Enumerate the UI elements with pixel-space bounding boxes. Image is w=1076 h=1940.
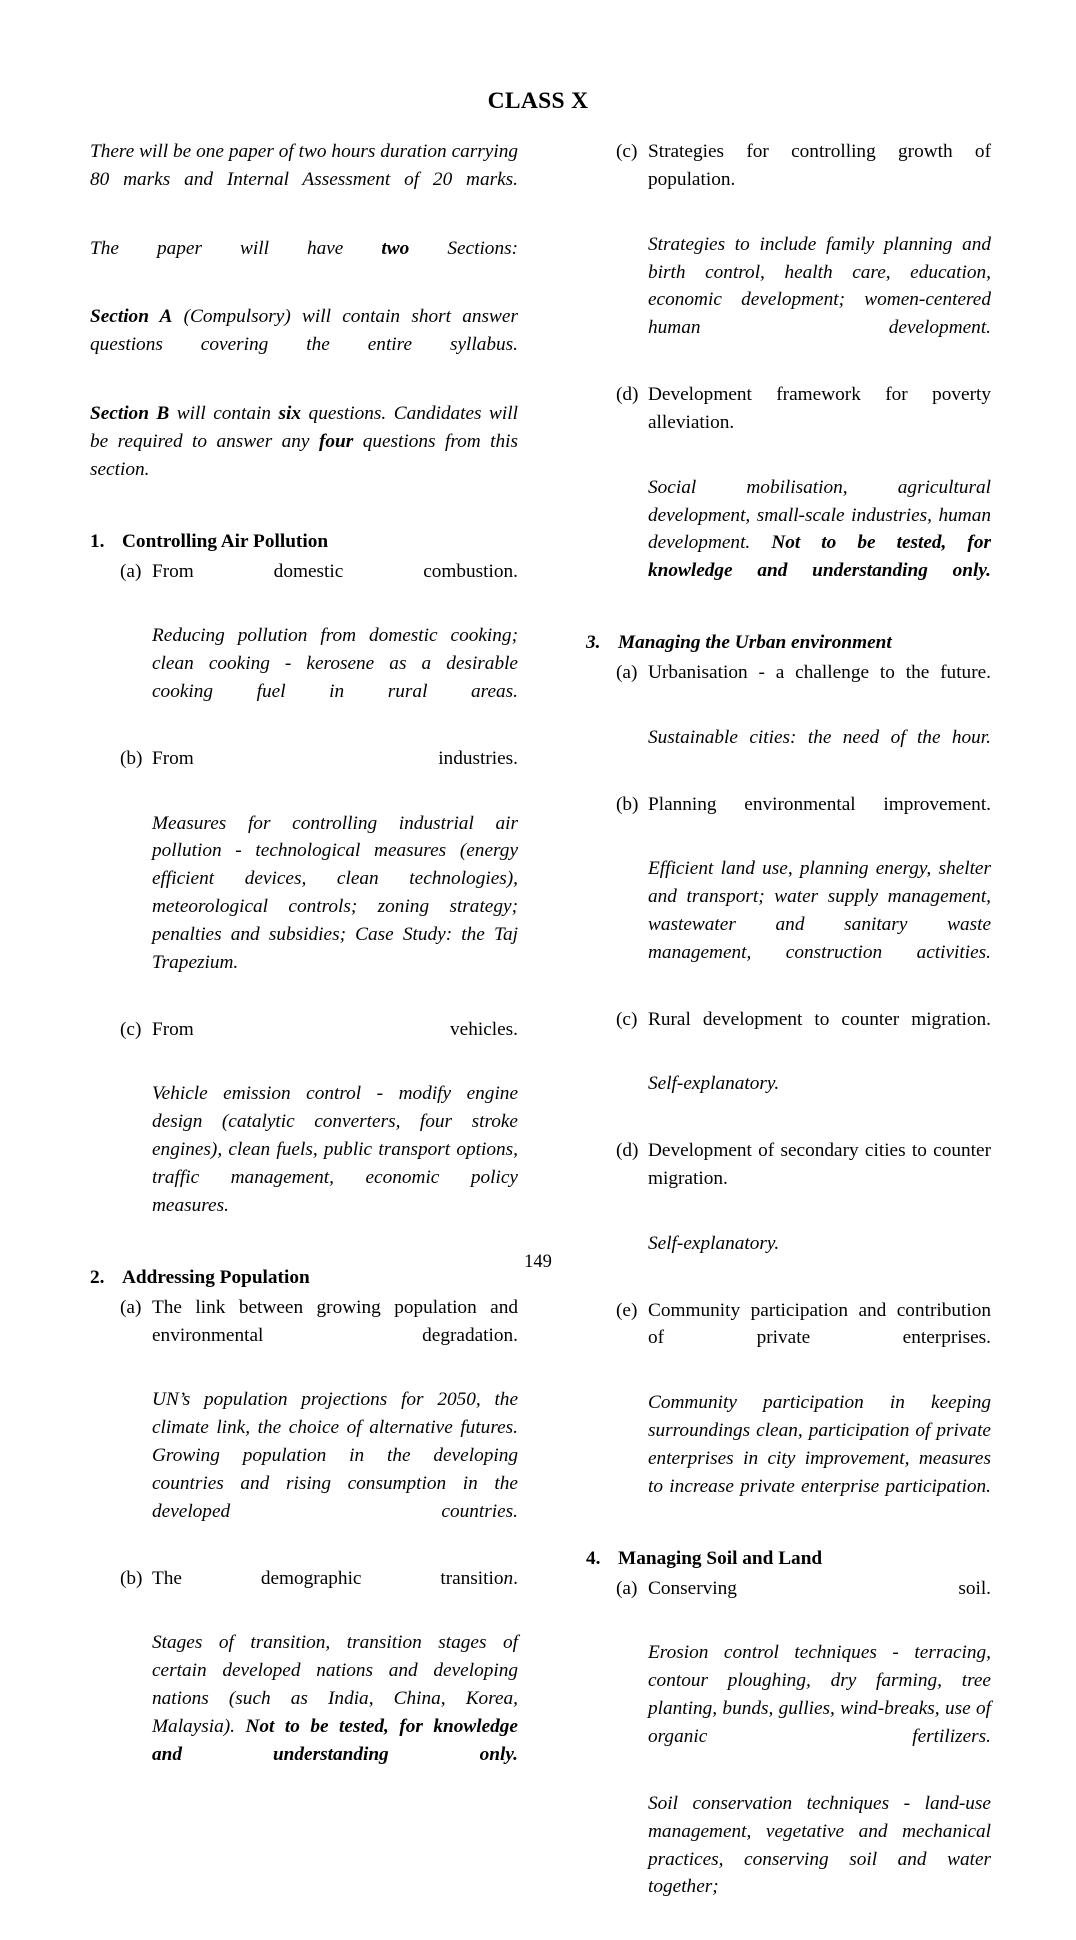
text-run: Not to be tested, for knowledge and understanding only. (152, 1716, 518, 1765)
syllabus-item (90, 1565, 518, 1621)
text-run: Vehicle emission control - modify engine design (catalytic converters, four stroke engines), clean fuels, public transport options, traffic management, economic policy measures. (152, 1083, 518, 1216)
item-label: (a) (120, 560, 142, 582)
section-number: 4. (586, 1547, 601, 1569)
intro-paragraph (90, 138, 518, 222)
text-run: Efficient land use, planning energy, shelter and transport; water supply management, wastewater and sanitary waste management, construction activities. (648, 858, 991, 963)
item-label: (a) (616, 662, 638, 684)
syllabus-item (90, 745, 518, 801)
text-run: Erosion control techniques - terracing, contour ploughing, dry farming, tree planting, bunds, gullies, wind-breaks, use of organic fertilizers. (648, 1642, 991, 1748)
text-run: Not to be tested, for knowledge and understanding only. (648, 532, 991, 582)
item-note (648, 1639, 991, 1778)
syllabus-item (586, 1297, 991, 1381)
item-text (152, 1565, 518, 1621)
section-number: 2. (90, 1266, 105, 1288)
text-run: Stages of transition, transition stages of certain developed nations and developing nations (such as India, China, Korea, Malaysia). (152, 1632, 518, 1738)
item-text: The link between growing population and environmental degradation. (152, 1296, 518, 1346)
item-text: Community participation and contribution of private enterprises. (648, 1299, 991, 1349)
text-run: Measures for controlling industrial air pollution - technological measures (energy efficient devices, clean technologies), meteorological controls; zoning strategy; penalties and subsidies; Case Study: the Taj Trapezium. (152, 812, 518, 973)
text-run: n (503, 1567, 514, 1589)
text-run: Reducing pollution from domestic cooking; clean cooking - kerosene as a desirable cooking fuel in rural areas. (152, 625, 518, 703)
text-run: six (278, 403, 302, 424)
item-label: (d) (616, 1140, 639, 1162)
item-note (152, 1386, 518, 1553)
item-text: Conserving soil. (648, 1577, 991, 1599)
item-text: Development of secondary cities to counter migration. (648, 1140, 991, 1190)
item-label: (b) (120, 1567, 143, 1589)
item-text: From industries. (152, 747, 518, 769)
item-label: (b) (120, 747, 143, 769)
item-text: Development framework for poverty alleviation. (648, 384, 991, 433)
section-number: 3. (586, 632, 601, 653)
section-heading-text: Controlling Air Pollution (122, 530, 329, 552)
text-run: The demographic transitio (152, 1567, 504, 1589)
text-run: Strategies to include family planning and birth control, health care, education, economic development; women-centered human development. (648, 233, 991, 339)
two-column-body (0, 138, 1076, 1940)
text-run: questions. Candidates will be required to answer any (90, 403, 518, 452)
item-note (152, 622, 518, 734)
text-run: . (513, 1567, 518, 1589)
syllabus-item (586, 1137, 991, 1221)
item-label: (c) (120, 1018, 142, 1040)
item-note (152, 810, 518, 1005)
item-note (152, 1629, 518, 1796)
item-note (648, 1790, 991, 1929)
text-run: Self-explanatory. (648, 1232, 780, 1254)
right-column (538, 138, 1076, 1940)
item-note (152, 1080, 518, 1247)
text-run: Sections: (409, 237, 519, 259)
syllabus-item (586, 791, 991, 847)
text-run: Social mobilisation, agricultural development, small-scale industries, human development. (648, 476, 991, 554)
section-heading-text: Managing Soil and Land (618, 1547, 823, 1569)
item-label: (c) (616, 1008, 638, 1030)
text-run: Self-explanatory. (648, 1073, 780, 1095)
item-label: (c) (616, 141, 638, 162)
text-run: Sustainable cities: the need of the hour. (648, 726, 991, 748)
syllabus-item (586, 138, 991, 222)
page-title: CLASS X (487, 88, 589, 114)
text-run: Community participation in keeping surroundings clean, participation of private enterprises in city improvement, measures to increase private enterprise participation. (648, 1392, 991, 1497)
syllabus-item (586, 381, 991, 465)
page-number: 149 (524, 1252, 552, 1272)
item-text: From domestic combustion. (152, 560, 518, 582)
item-note (648, 1389, 991, 1528)
syllabus-item (90, 1294, 518, 1378)
item-label: (b) (616, 793, 639, 815)
text-run: (Compulsory) will contain short answer questions covering the entire syllabus. (90, 306, 518, 356)
section-heading (586, 630, 991, 655)
text-run: two (381, 237, 410, 259)
syllabus-item (586, 1006, 991, 1062)
item-note (648, 855, 991, 994)
item-label: (a) (120, 1296, 142, 1318)
item-text: Rural development to counter migration. (648, 1008, 991, 1030)
text-run: Section B (90, 403, 170, 424)
item-label: (d) (616, 384, 639, 405)
section-heading (90, 529, 518, 554)
section-number: 1. (90, 530, 105, 552)
text-run: There will be one paper of two hours duration carrying 80 marks and Internal Assessment of 20 marks. (90, 141, 518, 190)
syllabus-item (586, 659, 991, 715)
text-run: will contain (169, 403, 279, 424)
item-note (648, 1070, 991, 1126)
text-run: The paper will have (90, 237, 382, 259)
intro-paragraph (90, 400, 518, 512)
section-heading (586, 1546, 991, 1571)
item-note (648, 231, 991, 370)
text-run: Section A (90, 306, 173, 328)
text-run: Soil conservation techniques - land-use management, vegetative and mechanical practices, conserving soil and water together; (648, 1792, 991, 1898)
item-text: Strategies for controlling growth of population. (648, 141, 991, 190)
intro-paragraph (90, 235, 518, 291)
syllabus-item (90, 1016, 518, 1072)
item-text: From vehicles. (152, 1018, 518, 1040)
item-note (648, 724, 991, 780)
item-label: (a) (616, 1577, 638, 1599)
section-heading-text: Managing the Urban environment (618, 632, 892, 653)
item-text: Urbanisation - a challenge to the future. (648, 662, 991, 684)
syllabus-item (90, 558, 518, 614)
item-label: (e) (616, 1299, 638, 1321)
item-note (648, 474, 991, 613)
left-column (0, 138, 538, 1940)
section-heading-text: Addressing Population (122, 1266, 310, 1288)
item-text: Planning environmental improvement. (648, 793, 991, 815)
text-run: questions from this section. (90, 430, 518, 480)
text-run: UN’s population projections for 2050, the climate link, the choice of alternative futures. Growing population in the developing countries and rising consumption in the developed countries. (152, 1389, 518, 1522)
text-run: four (318, 430, 354, 452)
intro-paragraph (90, 303, 518, 387)
syllabus-item (586, 1575, 991, 1631)
